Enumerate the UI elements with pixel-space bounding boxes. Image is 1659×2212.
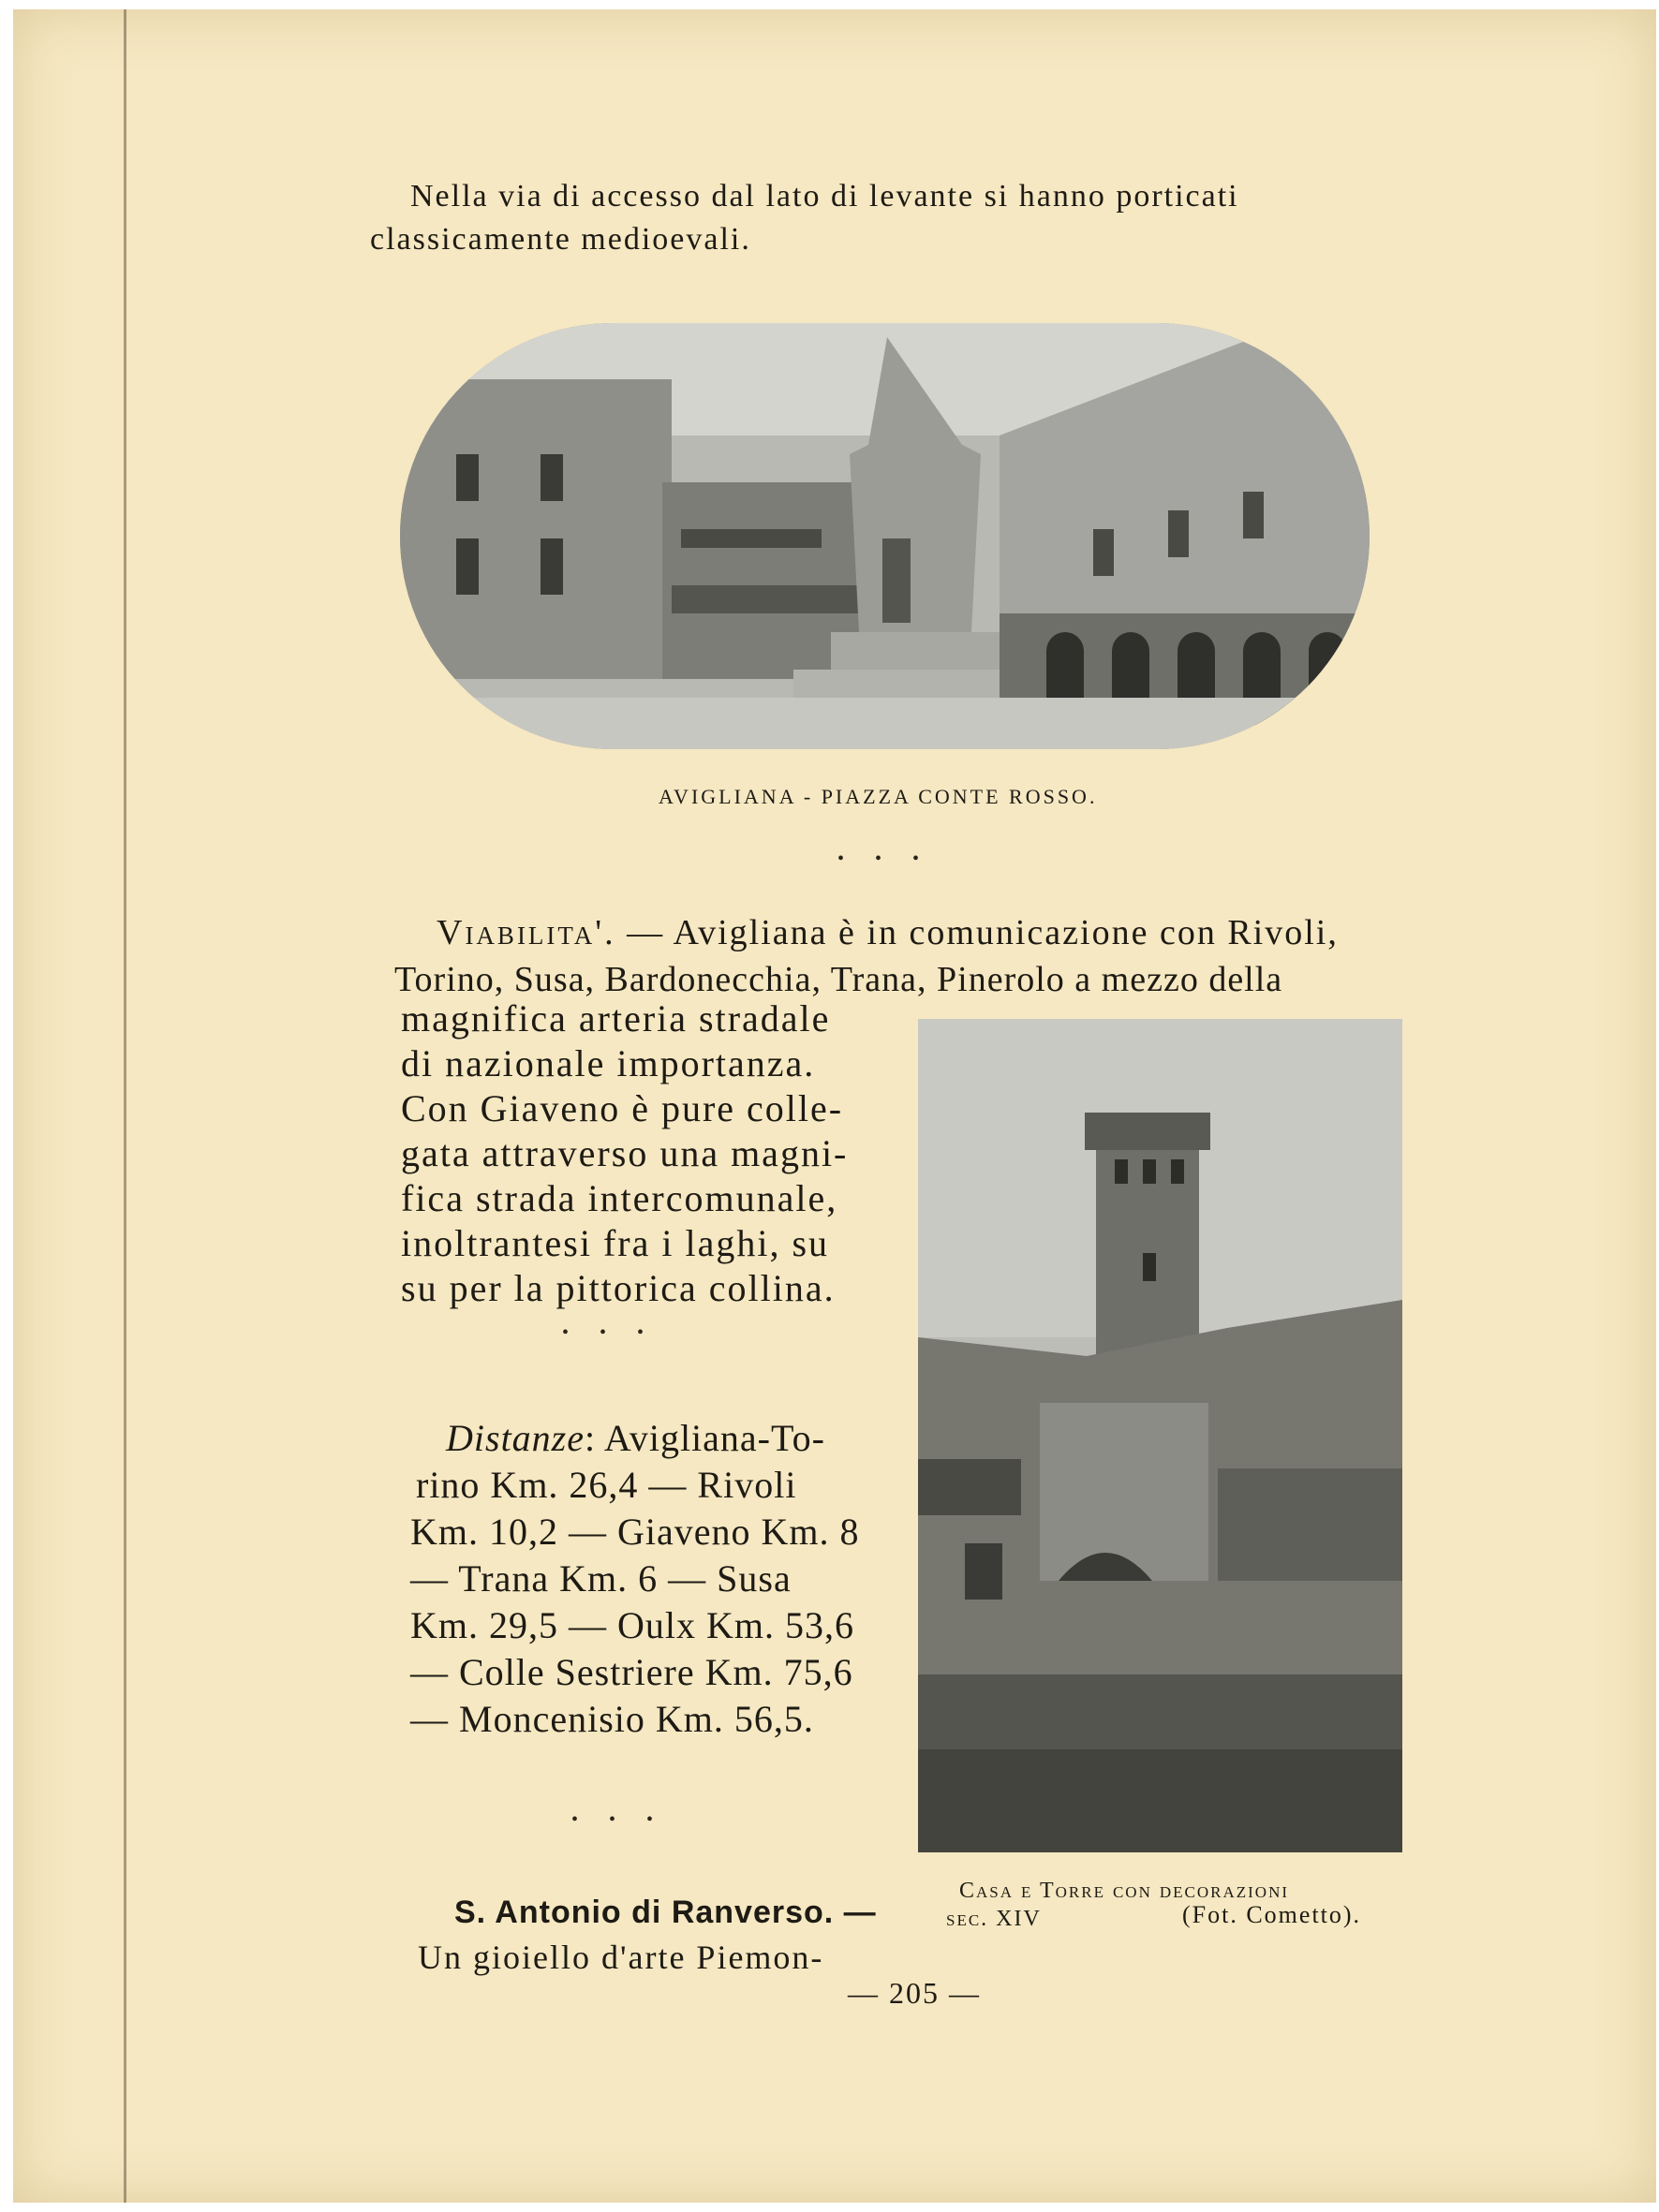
- viabilita-heading: Viabilita'.: [437, 913, 616, 952]
- viabilita-line-1: [437, 910, 1339, 955]
- distanze-line-1-rest: : Avigliana-To-: [585, 1417, 825, 1459]
- distanze-line-5: Km. 29,5 — Oulx Km. 53,6: [410, 1604, 854, 1646]
- viabilita-line-1-rest: — Avigliana è in comunicazione con Rivoli,: [627, 913, 1339, 952]
- photo-casa-e-torre: [918, 1019, 1402, 1852]
- viabilita-col-line-1: magnifica arteria stradale: [401, 997, 831, 1040]
- distanze-label: Distanze: [446, 1417, 585, 1459]
- figure2-caption-line-1: Casa e Torre con decorazioni: [959, 1879, 1290, 1903]
- ornament-1: • • •: [837, 848, 933, 869]
- distanze-line-1: [446, 1416, 825, 1461]
- distanze-line-3: Km. 10,2 — Giaveno Km. 8: [410, 1511, 860, 1553]
- santantonio-line-2: Un gioiello d'arte Piemon-: [418, 1939, 824, 1976]
- viabilita-col-line-7: su per la pittorica collina.: [401, 1267, 836, 1309]
- intro-line-2: classicamente medioevali.: [370, 222, 751, 257]
- photo-piazza-conte-rosso: [400, 323, 1370, 749]
- figure2-caption-line-2-left: sec. XIV: [946, 1907, 1042, 1931]
- figure1-caption: AVIGLIANA - PIAZZA CONTE ROSSO.: [659, 785, 1098, 808]
- distanze-line-2: rino Km. 26,4 — Rivoli: [416, 1464, 797, 1506]
- page-number: — 205 —: [848, 1976, 981, 2010]
- ornament-3: • • •: [571, 1809, 667, 1830]
- figure2-caption-line-2-right: (Fot. Cometto).: [1182, 1901, 1362, 1928]
- viabilita-col-line-4: gata attraverso una magni-: [401, 1132, 849, 1174]
- viabilita-line-2: Torino, Susa, Bardonecchia, Trana, Pinerolo a mezzo della: [394, 960, 1283, 999]
- distanze-line-7: — Moncenisio Km. 56,5.: [410, 1698, 814, 1740]
- viabilita-col-line-2: di nazionale importanza.: [401, 1042, 816, 1084]
- binding-line: [124, 9, 126, 2203]
- santantonio-heading: S. Antonio di Ranverso. —: [454, 1895, 877, 1930]
- viabilita-col-line-6: inoltrantesi fra i laghi, su: [401, 1222, 830, 1264]
- viabilita-col-line-3: Con Giaveno è pure colle-: [401, 1087, 844, 1129]
- viabilita-col-line-5: fica strada intercomunale,: [401, 1177, 838, 1219]
- ornament-2: • • •: [562, 1322, 658, 1343]
- distanze-line-6: — Colle Sestriere Km. 75,6: [410, 1651, 853, 1693]
- distanze-line-4: — Trana Km. 6 — Susa: [410, 1557, 792, 1600]
- intro-line-1: Nella via di accesso dal lato di levante si hanno porticati: [410, 179, 1239, 214]
